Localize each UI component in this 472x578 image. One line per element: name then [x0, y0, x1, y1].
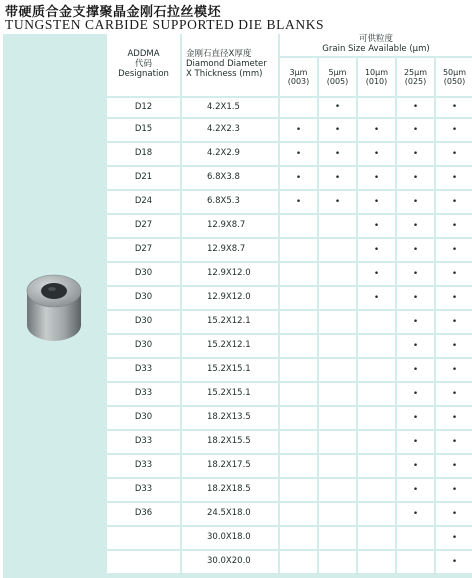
row-diameter-thickness: 18.2X13.5 — [182, 407, 278, 429]
grain-cell-empty — [319, 215, 356, 237]
row-designation: D33 — [107, 479, 180, 501]
diameter-thickness-header — [182, 34, 278, 96]
page-title-chinese: 带硬质合金支撑聚晶金刚石拉丝模坯 — [5, 5, 222, 20]
grain-cell-empty — [358, 407, 395, 429]
diameter-cn-label: 金刚石直径X厚度 — [186, 49, 252, 60]
grain-size-value: 5μm — [328, 67, 347, 77]
row-diameter-thickness: 15.2X15.1 — [182, 359, 278, 381]
row-designation: D30 — [107, 407, 180, 429]
designation-header — [107, 34, 180, 96]
grain-available-dot: • — [436, 455, 472, 477]
grain-cell-empty — [280, 98, 317, 117]
die-blank-image-cell — [3, 98, 105, 578]
grain-available-dot: • — [397, 407, 434, 429]
grain-cell-empty — [280, 287, 317, 309]
grain-cell-empty — [319, 383, 356, 405]
row-diameter-thickness: 18.2X17.5 — [182, 455, 278, 477]
row-designation: D24 — [107, 191, 180, 213]
row-designation: D33 — [107, 383, 180, 405]
grain-available-dot: • — [436, 239, 472, 261]
grain-size-value: 3μm — [289, 67, 308, 77]
grain-size-header — [280, 34, 472, 56]
grain-cell-empty — [319, 479, 356, 501]
grain-available-dot: • — [436, 431, 472, 453]
grain-available-dot: • — [358, 191, 395, 213]
grain-cell-empty — [280, 263, 317, 285]
row-designation: D33 — [107, 431, 180, 453]
grain-available-dot: • — [436, 143, 472, 165]
row-designation: D18 — [107, 143, 180, 165]
grain-size-column-header — [358, 58, 395, 96]
row-designation: D30 — [107, 311, 180, 333]
row-diameter-thickness: 15.2X12.1 — [182, 311, 278, 333]
grain-available-dot: • — [397, 191, 434, 213]
row-diameter-thickness: 30.0X18.0 — [182, 527, 278, 549]
grain-cell-empty — [280, 311, 317, 333]
grain-available-dot: • — [436, 503, 472, 525]
grain-available-dot: • — [436, 167, 472, 189]
row-diameter-thickness: 12.9X12.0 — [182, 263, 278, 285]
grain-available-dot: • — [397, 143, 434, 165]
grain-available-dot: • — [436, 98, 472, 117]
row-diameter-thickness: 15.2X15.1 — [182, 383, 278, 405]
grain-size-en-label: Grain Size Available (μm) — [322, 44, 430, 54]
row-designation: D27 — [107, 215, 180, 237]
grain-available-dot: • — [397, 119, 434, 141]
grain-available-dot: • — [397, 311, 434, 333]
row-designation: D27 — [107, 239, 180, 261]
grain-cell-empty — [280, 407, 317, 429]
row-diameter-thickness: 4.2X2.9 — [182, 143, 278, 165]
grain-cell-empty — [358, 479, 395, 501]
grain-cell-empty — [358, 431, 395, 453]
grain-available-dot: • — [436, 311, 472, 333]
grain-cell-empty — [319, 503, 356, 525]
grain-cell-empty — [358, 98, 395, 117]
grain-available-dot: • — [397, 359, 434, 381]
grain-available-dot: • — [397, 383, 434, 405]
grain-available-dot: • — [397, 503, 434, 525]
grain-available-dot: • — [436, 359, 472, 381]
row-diameter-thickness: 12.9X8.7 — [182, 239, 278, 261]
grain-cell-empty — [358, 455, 395, 477]
grain-available-dot: • — [397, 479, 434, 501]
grain-cell-empty — [319, 431, 356, 453]
grain-cell-empty — [319, 335, 356, 357]
row-diameter-thickness: 24.5X18.0 — [182, 503, 278, 525]
row-diameter-thickness: 6.8X5.3 — [182, 191, 278, 213]
grain-available-dot: • — [358, 239, 395, 261]
grain-available-dot: • — [397, 431, 434, 453]
grain-available-dot: • — [397, 335, 434, 357]
grain-cell-empty — [358, 383, 395, 405]
row-diameter-thickness: 4.2X2.3 — [182, 119, 278, 141]
row-diameter-thickness: 18.2X18.5 — [182, 479, 278, 501]
grain-available-dot: • — [319, 143, 356, 165]
row-designation: D30 — [107, 287, 180, 309]
grain-size-code: (050) — [443, 77, 466, 86]
grain-available-dot: • — [397, 239, 434, 261]
diameter-en-label-2: X Thickness (mm) — [186, 68, 263, 79]
grain-available-dot: • — [397, 263, 434, 285]
row-designation: D21 — [107, 167, 180, 189]
grain-available-dot: • — [280, 191, 317, 213]
grain-available-dot: • — [358, 143, 395, 165]
grain-cell-empty — [280, 527, 317, 549]
grain-available-dot: • — [436, 119, 472, 141]
grain-cell-empty — [280, 431, 317, 453]
grain-available-dot: • — [436, 287, 472, 309]
grain-cell-empty — [280, 383, 317, 405]
grain-available-dot: • — [436, 263, 472, 285]
row-diameter-thickness: 18.2X15.5 — [182, 431, 278, 453]
row-designation: D30 — [107, 263, 180, 285]
grain-cell-empty — [358, 311, 395, 333]
grain-cell-empty — [358, 335, 395, 357]
row-diameter-thickness: 6.8X3.8 — [182, 167, 278, 189]
row-designation: D36 — [107, 503, 180, 525]
grain-available-dot: • — [358, 287, 395, 309]
grain-available-dot: • — [358, 167, 395, 189]
page-title-english: TUNGSTEN CARBIDE SUPPORTED DIE BLANKS — [5, 17, 325, 32]
grain-cell-empty — [280, 455, 317, 477]
row-diameter-thickness: 12.9X8.7 — [182, 215, 278, 237]
row-diameter-thickness: 4.2X1.5 — [182, 98, 278, 117]
grain-available-dot: • — [280, 119, 317, 141]
grain-available-dot: • — [397, 455, 434, 477]
grain-size-code: (025) — [404, 77, 427, 86]
die-blanks-table — [3, 34, 472, 578]
grain-available-dot: • — [319, 98, 356, 117]
row-diameter-thickness: 12.9X12.0 — [182, 287, 278, 309]
grain-cell-empty — [397, 527, 434, 549]
grain-cell-empty — [319, 287, 356, 309]
designation-label: Designation — [118, 68, 169, 79]
grain-available-dot: • — [319, 191, 356, 213]
grain-available-dot: • — [397, 215, 434, 237]
grain-size-column-header — [280, 58, 317, 96]
grain-cell-empty — [280, 215, 317, 237]
grain-available-dot: • — [436, 551, 472, 573]
row-diameter-thickness: 30.0X20.0 — [182, 551, 278, 573]
row-designation: D12 — [107, 98, 180, 117]
grain-size-column-header — [436, 58, 472, 96]
row-designation — [107, 551, 180, 573]
grain-cell-empty — [280, 551, 317, 573]
code-cn-label: 代码 — [134, 59, 152, 70]
grain-size-column-header — [319, 58, 356, 96]
grain-cell-empty — [319, 263, 356, 285]
grain-cell-empty — [358, 551, 395, 573]
row-diameter-thickness: 15.2X12.1 — [182, 335, 278, 357]
grain-size-value: 25μm — [403, 67, 428, 77]
grain-size-column-header — [397, 58, 434, 96]
grain-cell-empty — [280, 479, 317, 501]
row-designation: D30 — [107, 335, 180, 357]
grain-available-dot: • — [319, 167, 356, 189]
grain-available-dot: • — [397, 287, 434, 309]
grain-cell-empty — [280, 239, 317, 261]
grain-available-dot: • — [436, 383, 472, 405]
grain-cell-empty — [319, 551, 356, 573]
grain-cell-empty — [280, 359, 317, 381]
grain-cell-empty — [397, 551, 434, 573]
grain-size-cn-label: 可供粒度 — [358, 34, 393, 45]
grain-cell-empty — [319, 407, 356, 429]
grain-available-dot: • — [397, 167, 434, 189]
addma-label: ADDMA — [127, 49, 160, 60]
grain-available-dot: • — [358, 215, 395, 237]
grain-cell-empty — [358, 527, 395, 549]
row-designation — [107, 527, 180, 549]
grain-size-code: (010) — [365, 77, 388, 86]
grain-available-dot: • — [319, 119, 356, 141]
grain-cell-empty — [358, 503, 395, 525]
grain-size-value: 10μm — [364, 67, 389, 77]
grain-cell-empty — [319, 455, 356, 477]
grain-available-dot: • — [436, 335, 472, 357]
grain-cell-empty — [319, 239, 356, 261]
grain-available-dot: • — [280, 167, 317, 189]
grain-available-dot: • — [358, 119, 395, 141]
row-designation: D33 — [107, 359, 180, 381]
grain-cell-empty — [319, 527, 356, 549]
grain-cell-empty — [358, 359, 395, 381]
diameter-en-label-1: Diamond Diameter — [186, 59, 267, 70]
grain-cell-empty — [319, 359, 356, 381]
grain-available-dot: • — [280, 143, 317, 165]
die-blank-image — [23, 269, 85, 345]
grain-available-dot: • — [436, 191, 472, 213]
grain-cell-empty — [280, 335, 317, 357]
grain-cell-empty — [280, 503, 317, 525]
grain-size-code: (003) — [287, 77, 310, 86]
grain-available-dot: • — [436, 215, 472, 237]
grain-available-dot: • — [358, 263, 395, 285]
grain-size-value: 50μm — [442, 67, 467, 77]
grain-size-code: (005) — [326, 77, 349, 86]
grain-cell-empty — [319, 311, 356, 333]
row-designation: D33 — [107, 455, 180, 477]
grain-available-dot: • — [436, 479, 472, 501]
row-designation: D15 — [107, 119, 180, 141]
grain-available-dot: • — [436, 527, 472, 549]
grain-available-dot: • — [436, 407, 472, 429]
grain-available-dot: • — [397, 98, 434, 117]
